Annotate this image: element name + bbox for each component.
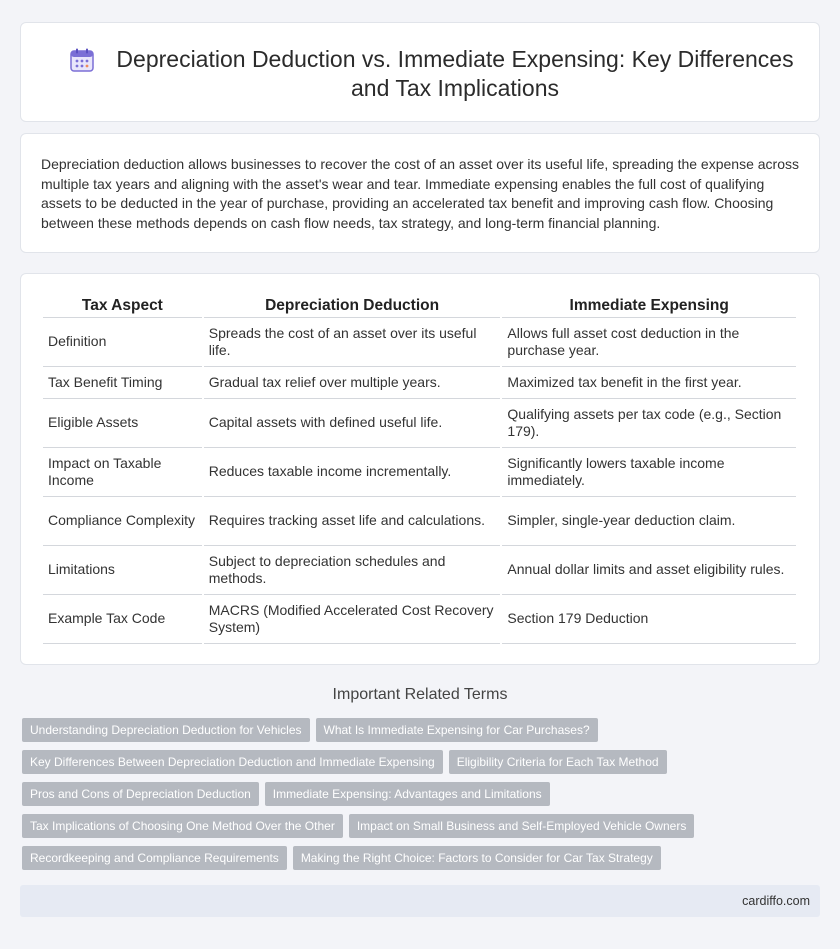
table-cell: Limitations [43,546,202,595]
column-header: Immediate Expensing [502,296,796,318]
table-cell: Allows full asset cost deduction in the purchase year. [502,318,796,367]
table-cell: Impact on Taxable Income [43,448,202,497]
tag-row [22,782,802,814]
tag-row [22,814,802,846]
related-tags [22,718,802,878]
table-cell: Capital assets with defined useful life. [204,399,501,448]
table-cell: Spreads the cost of an asset over its useful life. [204,318,501,367]
related-tag-link[interactable]: Tax Implications of Choosing One Method Over the Other [22,814,343,838]
table-cell: Annual dollar limits and asset eligibility rules. [502,546,796,595]
table-cell: Simpler, single-year deduction claim. [502,497,796,546]
table-row [43,399,796,448]
table-cell: Reduces taxable income incrementally. [204,448,501,497]
table-cell: Definition [43,318,202,367]
footer-site-link[interactable]: cardiffo.com [742,894,810,908]
table-cell: Section 179 Deduction [502,595,796,644]
table-cell: Requires tracking asset life and calculations. [204,497,501,546]
related-tag-link[interactable]: Understanding Depreciation Deduction for Vehicles [22,718,310,742]
related-tag-link[interactable]: Pros and Cons of Depreciation Deduction [22,782,259,806]
intro-card [20,133,820,253]
footer-bar [20,885,820,917]
related-tag-link[interactable]: Immediate Expensing: Advantages and Limitations [265,782,550,806]
header-card [20,22,820,122]
table-cell: Qualifying assets per tax code (e.g., Section 179). [502,399,796,448]
tag-row [22,718,802,750]
comparison-card [20,273,820,665]
column-header: Depreciation Deduction [204,296,501,318]
table-cell: Maximized tax benefit in the first year. [502,367,796,399]
related-tag-link[interactable]: Impact on Small Business and Self-Employed Vehicle Owners [349,814,695,838]
related-tag-link[interactable]: What Is Immediate Expensing for Car Purchases? [316,718,598,742]
table-cell: Compliance Complexity [43,497,202,546]
table-row [43,546,796,595]
table-cell: Example Tax Code [43,595,202,644]
column-header: Tax Aspect [43,296,202,318]
table-cell: Gradual tax relief over multiple years. [204,367,501,399]
comparison-table [41,296,798,644]
related-terms-title: Important Related Terms [332,686,508,703]
tag-row [22,846,802,878]
related-tag-link[interactable]: Making the Right Choice: Factors to Consider for Car Tax Strategy [293,846,661,870]
table-row [43,318,796,367]
tag-row [22,750,802,782]
page-title: Depreciation Deduction vs. Immediate Expensing: Key Differences and Tax Implications [116,46,794,101]
related-tag-link[interactable]: Eligibility Criteria for Each Tax Method [449,750,667,774]
table-row [43,595,796,644]
table-cell: Subject to depreciation schedules and methods. [204,546,501,595]
table-cell: Eligible Assets [43,399,202,448]
related-tag-link[interactable]: Recordkeeping and Compliance Requirements [22,846,287,870]
intro-text: Depreciation deduction allows businesses to recover the cost of an asset over its useful life, spreading the expense across multiple tax years and aligning with the asset's wear and tear. Immediate expensing enables the full cost of qualifying assets to be deducted in the year of purchase, providing an accelerated tax benefit and improving cash flow. Choosing between these methods depends on cash flow needs, tax strategy, and long-term financial planning. [41,156,799,231]
table-cell: MACRS (Modified Accelerated Cost Recovery System) [204,595,501,644]
related-tag-link[interactable]: Key Differences Between Depreciation Deduction and Immediate Expensing [22,750,443,774]
table-row [43,367,796,399]
table-row [43,497,796,546]
table-cell: Tax Benefit Timing [43,367,202,399]
table-header-row [43,296,796,318]
table-row [43,448,796,497]
table-cell: Significantly lowers taxable income immediately. [502,448,796,497]
